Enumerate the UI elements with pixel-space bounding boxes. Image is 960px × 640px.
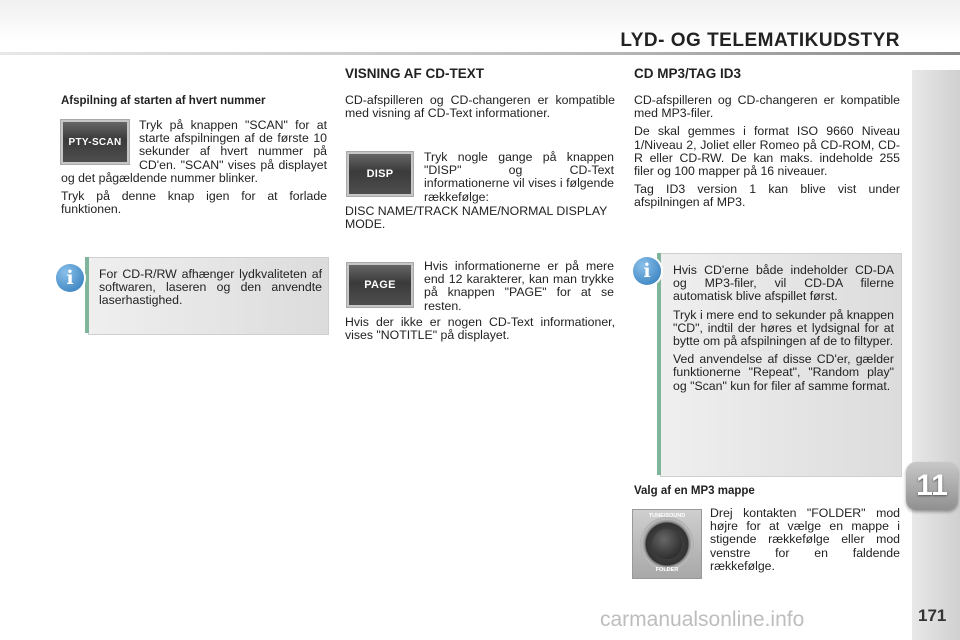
info-icon: i [633, 257, 661, 285]
watermark: carmanualsonline.info [600, 608, 805, 631]
pty-scan-button: PTY-SCAN [60, 119, 130, 165]
notitle-paragraph: Hvis der ikke er nogen CD-Text informationer, vises "NOTITLE" på displayet. [345, 315, 615, 343]
info-accent-bar [85, 257, 89, 333]
chapter-sidebar [912, 70, 960, 640]
disp-button: DISP [346, 151, 414, 197]
page-title: LYD- OG TELEMATIKUDSTYR [620, 30, 900, 51]
info-box-cdrw [88, 257, 329, 335]
mp3-tag-paragraph: Tag ID3 version 1 kan blive vist under afspilningen af MP3. [634, 182, 900, 210]
info-mixed-3: Ved anvendelse af disse CD'er, gælder funktionerne "Repeat", "Random play" og "Scan" kun for filer af samme format. [673, 352, 894, 393]
info-text-cdrw: For CD-R/RW afhænger lydkvaliteten af softwaren, laseren og den anvendte laserhastighed. [99, 267, 322, 308]
info-accent-bar [657, 253, 661, 475]
folder-text [710, 507, 900, 573]
scan-text-block [61, 119, 327, 216]
mp3-text-block [634, 94, 900, 210]
scan-exit-paragraph: Tryk på denne knap igen for at forlade funktionen. [61, 189, 327, 217]
cdtext-intro [345, 94, 615, 120]
chapter-tab[interactable]: 11 [906, 462, 958, 510]
mp3-format-paragraph: De skal gemmes i format ISO 9660 Niveau 1/Niveau 2, Joliet eller Romeo på CD-ROM, CD-R eller CD-RW. De kan maks. indeholde 255 filer og 100 mapper på 16 niveauer. [634, 124, 900, 179]
knob-bottom-label: FOLDER [655, 567, 679, 573]
mp3-compat-paragraph: CD-afspilleren og CD-changeren er kompatible med MP3-filer. [634, 93, 900, 121]
notitle-text [345, 316, 615, 342]
info-mixed-2: Tryk i mere end to sekunder på knappen "CD", indtil der høres et lydsignal for at bytte om på afspilningen af de to filtyper. [673, 307, 894, 349]
page-number: 171 [918, 606, 947, 625]
folder-paragraph: Drej kontakten "FOLDER" mod højre for at vælge en mappe i stigende rækkefølge eller mod venstre for en faldende rækkefølge. [710, 506, 900, 573]
section-heading-mp3: CD MP3/TAG ID3 [634, 66, 742, 81]
knob-top-label: TUNE/SOUND [648, 513, 686, 519]
info-box-mixed [660, 253, 902, 477]
info-icon: i [56, 264, 84, 292]
disp-paragraph: Tryk nogle gange på knappen "DISP" og CD-Text informationerne vil vises i følgende rækkefølge: [424, 150, 614, 204]
page-text [424, 260, 614, 313]
disp-text [424, 151, 614, 204]
knob-cap [652, 529, 682, 559]
page-button: PAGE [346, 262, 414, 308]
scan-paragraph: Tryk på knappen "SCAN" for at starte afspilningen af de første 10 sekunder af hvert nummer på CD'en. "SCAN" vises på displayet og det pågældende nummer blinker. [61, 118, 327, 185]
page-paragraph: Hvis informationerne er på mere end 12 karakterer, kan man trykke på knappen "PAGE" for at se resten. [424, 259, 614, 313]
display-order-paragraph: DISC NAME/TRACK NAME/NORMAL DISPLAY MODE. [345, 204, 608, 232]
section-heading-folder: Valg af en MP3 mappe [634, 485, 755, 497]
display-order [345, 205, 615, 231]
cdtext-intro-paragraph: CD-afspilleren og CD-changeren er kompatible med visning af CD-Text informationer. [345, 93, 615, 121]
section-heading-cdtext: VISNING AF CD-TEXT [345, 66, 485, 81]
header-rule [0, 52, 960, 55]
section-heading-scan: Afspilning af starten af hvert nummer [61, 95, 266, 107]
info-mixed-1: Hvis CD'erne både indeholder CD-DA og MP3-filer, vil CD-DA filerne automatisk blive afspillet først. [673, 263, 894, 304]
tune-sound-folder-knob [632, 509, 702, 579]
